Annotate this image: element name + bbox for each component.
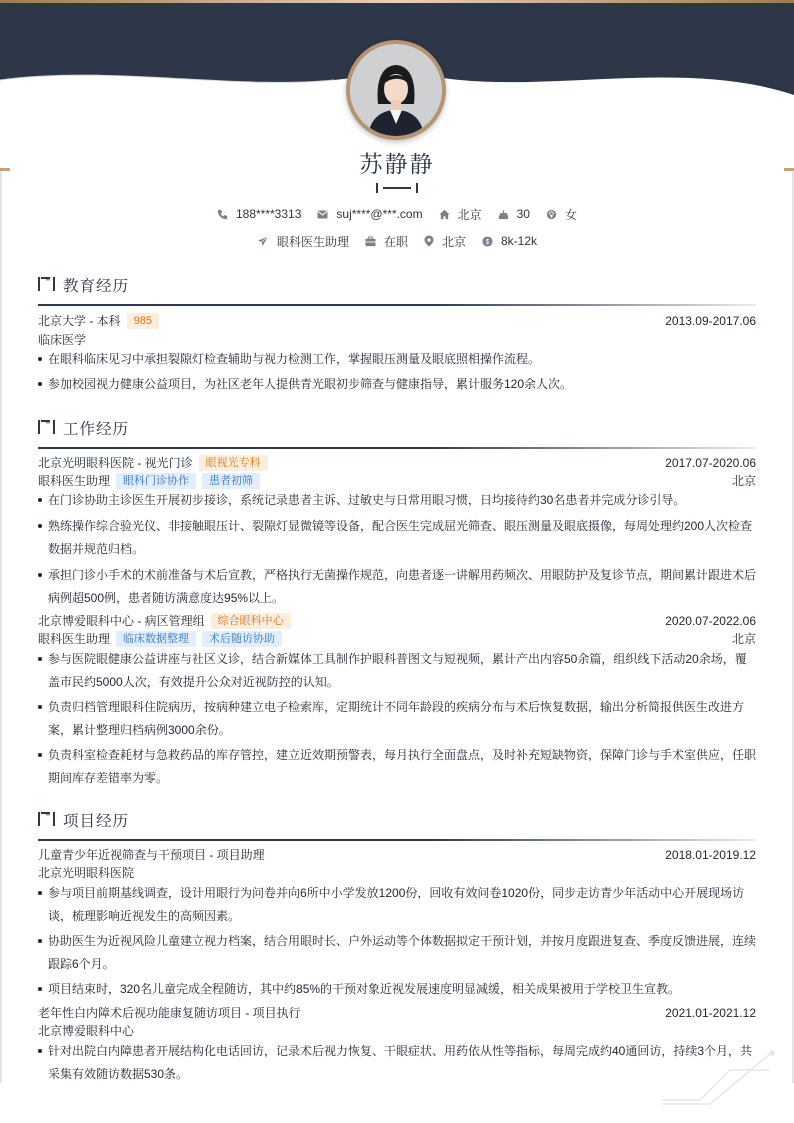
list-item: 负责科室检查耗材与急救药品的库存管控，建立近效期预警表，每月执行全面盘点，及时补充短缺物资，保障门诊与手术室供应，任职期间库存差错率为零。	[38, 744, 756, 789]
role-tag: 术后随访协助	[202, 631, 282, 647]
company-name: 北京光明眼科医院 - 视光门诊	[38, 456, 193, 470]
list-item: 项目结束时，320名儿童完成全程随访，其中约85%的干预对象近视发展速度明显减缓，相关成果被用于学校卫生宣教。	[38, 978, 756, 1001]
gender-icon	[546, 209, 557, 220]
avatar	[350, 44, 442, 136]
city-text: 北京	[457, 207, 482, 222]
contact-row	[0, 206, 794, 222]
project-title: 老年性白内障术后视功能康复随访项目 - 项目执行	[38, 1006, 301, 1020]
home-icon	[439, 209, 450, 220]
target-city-item	[424, 233, 466, 250]
section-education	[38, 274, 756, 298]
project-org	[38, 865, 756, 881]
list-item: 参与医院眼健康公益讲座与社区义诊，结合新媒体工具制作护眼科普图文与短视频，累计产出内容50余篇，组织线下活动20余场，覆盖市民约5000人次，有效提升公众对近视防控的认知。	[38, 648, 756, 693]
side-line-left	[0, 171, 2, 1083]
school-tag: 985	[127, 313, 159, 329]
section-project	[38, 809, 756, 833]
work-city: 北京	[731, 632, 756, 646]
role-tag: 眼科门诊协作	[116, 473, 196, 489]
list-item: 参加校园视力健康公益项目，为社区老年人提供青光眼初步筛查与健康指导，累计服务120余人次。	[38, 373, 756, 396]
section-work	[38, 417, 756, 441]
position-item	[257, 233, 349, 250]
phone-item	[217, 207, 301, 221]
briefcase-icon	[365, 236, 376, 247]
section-mark-icon	[38, 812, 56, 826]
svg-text:$: $	[485, 236, 490, 246]
salary-text: 8k-12k	[501, 234, 538, 248]
status-text: 在职	[383, 234, 408, 249]
work-date: 2017.07-2020.06	[665, 456, 756, 470]
phone-text: 188****3313	[235, 207, 302, 221]
send-icon	[257, 236, 269, 247]
section-title-work: 工作经历	[63, 421, 130, 438]
age-item	[498, 207, 530, 221]
list-item: 熟练操作综合验光仪、非接触眼压计、裂隙灯显微镜等设备，配合医生完成屈光筛查、眼压测量及眼底摄像，每周处理约200人次检查数据并规范归档。	[38, 515, 756, 560]
role-text: 眼科医生助理	[38, 474, 111, 488]
section-divider	[38, 839, 756, 841]
org-text: 北京光明眼科医院	[38, 866, 135, 880]
company-name: 北京博爱眼科中心 - 病区管理组	[38, 614, 205, 628]
project-header	[38, 1005, 756, 1021]
salary-item	[482, 234, 537, 248]
section-divider	[38, 304, 756, 306]
list-item: 在门诊协助主诊医生开展初步接诊，系统记录患者主诉、过敏史与日常用眼习惯，日均接待约30名患者并完成分诊引导。	[38, 489, 756, 512]
gender-item	[546, 206, 577, 223]
major-text: 临床医学	[38, 333, 87, 347]
list-item: 参与项目前期基线调查，设计用眼行为问卷并向6所中小学发放1200份，回收有效问卷1020份，同步走访青少年活动中心开展现场访谈，梳理影响近视发生的高频因素。	[38, 882, 756, 927]
company-tag: 眼视光专科	[199, 455, 268, 471]
education-date: 2013.09-2017.06	[665, 314, 756, 328]
section-mark-icon	[38, 277, 56, 291]
mail-icon	[317, 210, 328, 219]
money-icon	[482, 236, 493, 247]
list-item: 协助医生为近视风险儿童建立视力档案，结合用眼时长、户外运动等个体数据拟定干预计划，并按月度跟进复查、季度反馈进展，连续跟踪6个月。	[38, 930, 756, 975]
section-mark-icon	[38, 420, 56, 434]
target-city-text: 北京	[441, 234, 466, 249]
role-tag: 患者初筛	[202, 473, 260, 489]
project-org	[38, 1023, 756, 1039]
location-icon	[424, 235, 434, 247]
education-header	[38, 313, 756, 329]
role-text: 眼科医生助理	[38, 632, 111, 646]
job-intent-row	[0, 233, 794, 249]
project-date: 2021.01-2021.12	[665, 1006, 756, 1020]
org-text: 北京博爱眼科中心	[38, 1024, 135, 1038]
gender-text: 女	[564, 207, 577, 222]
list-item: 负责归档管理眼科住院病历，按病种建立电子检索库，定期统计不同年龄段的疾病分布与术后恢复数据，输出分析简报供医生改进方案，累计整理归档病例3000余份。	[38, 696, 756, 741]
list-item: 针对出院白内障患者开展结构化电话回访，记录术后视力恢复、干眼症状、用药依从性等指标，每周完成约40通回访，持续3个月，共采集有效随访数据530条。	[38, 1040, 756, 1085]
decorative-lines-icon	[660, 1048, 780, 1108]
role-tag: 临床数据整理	[116, 631, 196, 647]
project-date: 2018.01-2019.12	[665, 848, 756, 862]
work-role	[38, 631, 756, 647]
email-item	[317, 207, 422, 221]
work-role	[38, 473, 756, 489]
project-header	[38, 847, 756, 863]
position-text: 眼科医生助理	[276, 234, 349, 249]
name-ornament-icon	[376, 183, 418, 193]
email-text: suj****@***.com	[336, 207, 423, 221]
avatar-frame	[346, 40, 446, 140]
work-date: 2020.07-2022.06	[665, 614, 756, 628]
company-tag: 综合眼科中心	[211, 613, 291, 629]
status-item	[365, 233, 408, 250]
education-major	[38, 332, 756, 348]
project-title: 儿童青少年近视筛查与干预项目 - 项目助理	[38, 848, 265, 862]
work-header	[38, 613, 756, 629]
work-city: 北京	[731, 474, 756, 488]
list-item: 在眼科临床见习中承担裂隙灯检查辅助与视力检测工作，掌握眼压测量及眼底照相操作流程。	[38, 348, 756, 371]
gold-top-border	[0, 0, 794, 3]
candidate-name: 苏静静	[359, 151, 435, 177]
section-title-education: 教育经历	[63, 278, 130, 295]
section-title-project: 项目经历	[63, 813, 130, 830]
cake-icon	[498, 209, 509, 220]
list-item: 承担门诊小手术的术前准备与术后宣教，严格执行无菌操作规范，向患者逐一讲解用药频次、用眼防护及复诊节点，期间累计跟进术后病例超500例，患者随访满意度达95%以上。	[38, 564, 756, 609]
section-divider	[38, 447, 756, 449]
age-text: 30	[516, 207, 530, 221]
person-photo-icon	[350, 44, 442, 136]
work-header	[38, 455, 756, 471]
phone-icon	[217, 209, 228, 220]
city-item	[439, 206, 482, 223]
school-name: 北京大学 - 本科	[38, 314, 121, 328]
